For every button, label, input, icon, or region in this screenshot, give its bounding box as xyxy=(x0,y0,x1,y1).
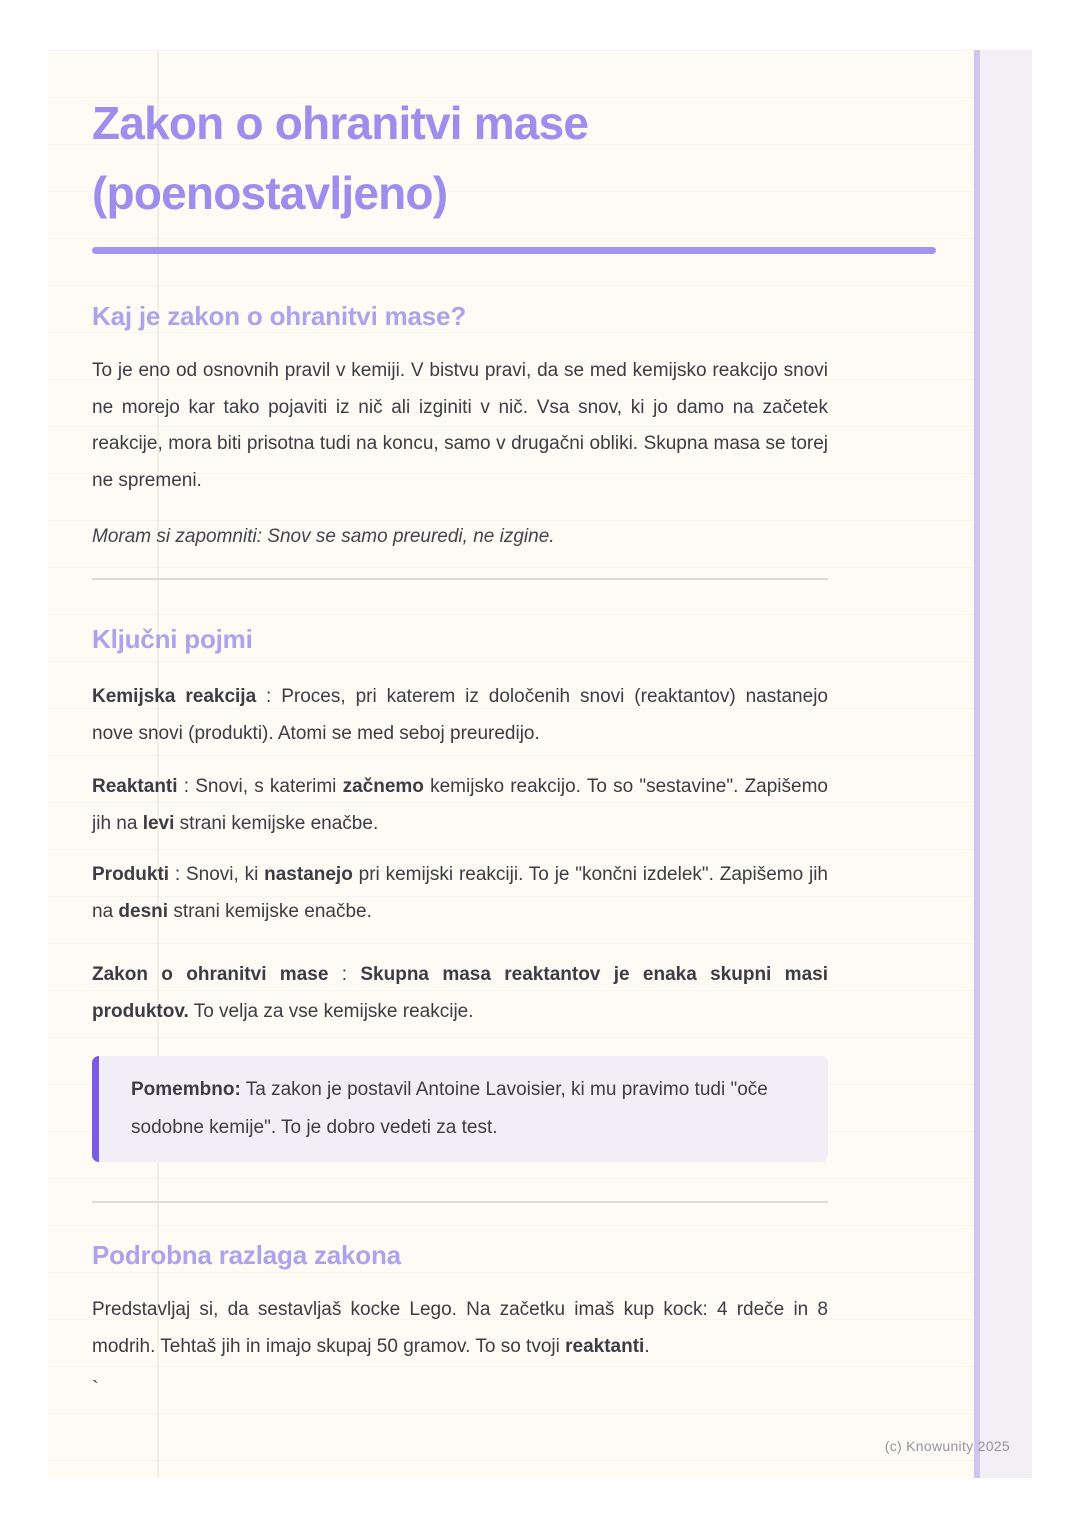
section-heading-terms: Ključni pojmi xyxy=(92,624,253,654)
section-divider xyxy=(92,578,828,580)
section-heading-explanation: Podrobna razlaga zakona xyxy=(92,1240,401,1270)
intro-paragraph: To je eno od osnovnih pravil v kemiji. V bistvu pravi, da se med kemijsko reakcijo snovi ne morejo kar tako pojaviti iz nič ali izginiti v nič. Vsa snov, ki jo damo na začetek reakcije, mora biti prisotna tudi na koncu, samo v drugačni obliki. Skupna masa se torej ne spremeni. xyxy=(92,360,828,491)
title-underline-rule xyxy=(92,247,936,254)
memo-note: Moram si zapomniti: Snov se samo preuredi, ne izgine. xyxy=(92,526,555,547)
explanation-paragraph: Predstavljaj si, da sestavljaš kocke Lego. Na začetku imaš kup kock: 4 rdeče in 8 modrih. Tehtaš jih in imajo skupaj 50 gramov. To so tvoji reaktanti. xyxy=(92,1299,828,1357)
term-definition-reactants: Reaktanti : Snovi, s katerimi začnemo kemijsko reakcijo. To so "sestavine". Zapišemo jih na levi strani kemijske enačbe. xyxy=(92,776,828,834)
callout-text: Pomembno: Ta zakon je postavil Antoine Lavoisier, ki mu pravimo tudi "oče sodobne kemije". To je dobro vedeti za test. xyxy=(131,1079,768,1138)
term-definition-law: Zakon o ohranitvi mase : Skupna masa reaktantov je enaka skupni masi produktov. To velja za vse kemijske reakcije. xyxy=(92,964,828,1022)
section-divider xyxy=(92,1201,828,1203)
footer-copyright: (c) Knowunity 2025 xyxy=(884,1438,1010,1454)
section-heading-intro: Kaj je zakon o ohranitvi mase? xyxy=(92,301,466,331)
right-edge-band xyxy=(980,50,1032,1478)
page-title: Zakon o ohranitvi mase (poenostavljeno) xyxy=(92,97,589,219)
term-definition-chemical-reaction: Kemijska reakcija : Proces, pri katerem iz določenih snovi (reaktantov) nastanejo nove snovi (produkti). Atomi se med seboj preuredijo. xyxy=(92,686,828,744)
important-callout xyxy=(92,1056,828,1162)
stray-backtick: ` xyxy=(92,1378,99,1400)
term-definition-products: Produkti : Snovi, ki nastanejo pri kemijski reakciji. To je "končni izdelek". Zapišemo jih na desni strani kemijske enačbe. xyxy=(92,864,828,922)
